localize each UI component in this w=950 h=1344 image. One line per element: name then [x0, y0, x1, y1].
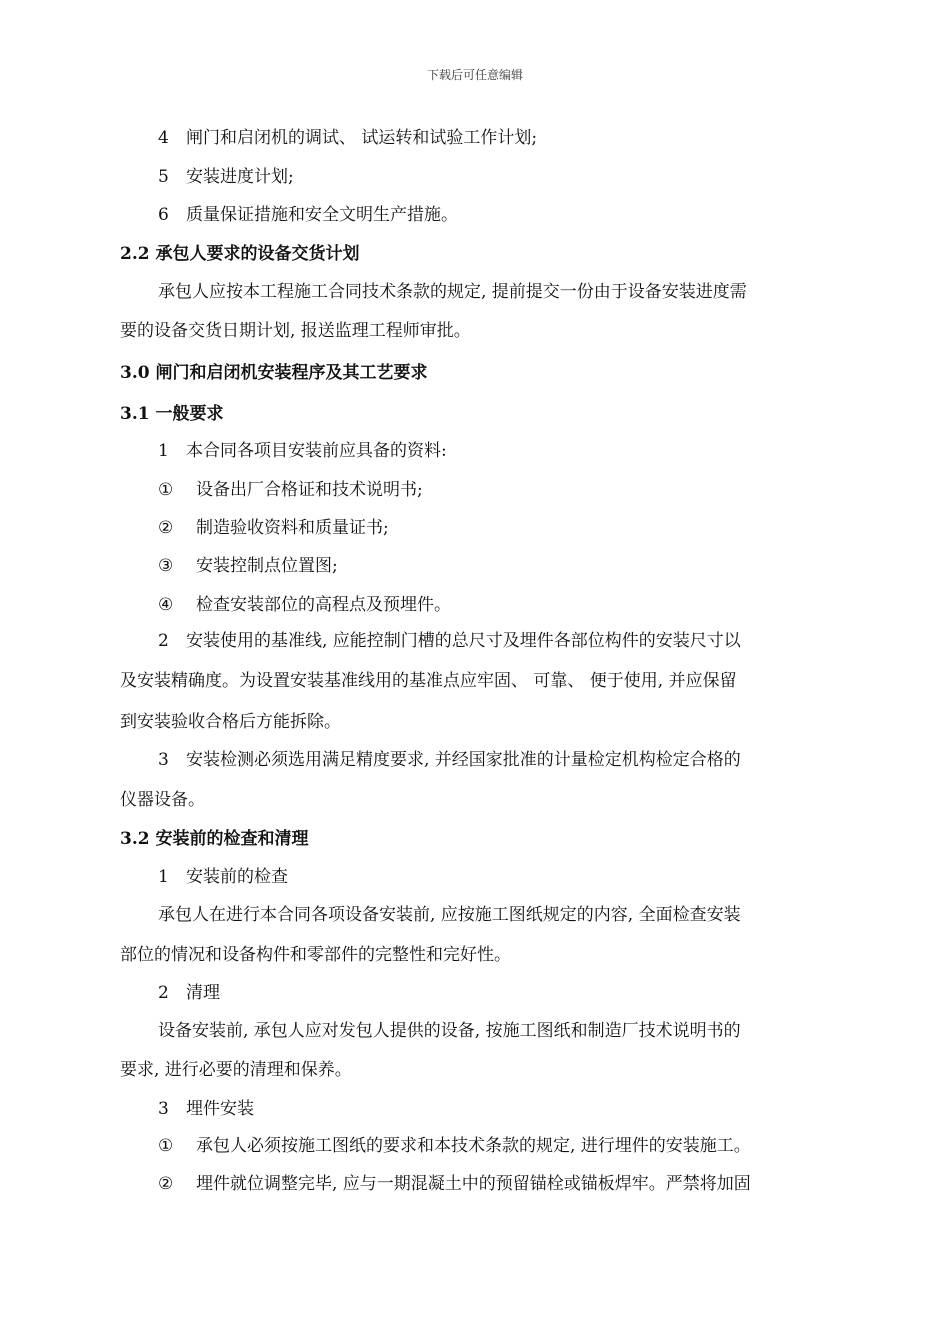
paragraph-line: 仪器设备。	[120, 790, 205, 810]
circled-number: ②	[158, 1174, 174, 1194]
circled-item-1	[158, 479, 423, 501]
section-heading-3-0: 3.0 闸门和启闭机安装程序及其工艺要求	[120, 363, 428, 383]
item-text: 闸门和启闭机的调试、 试运转和试验工作计划;	[186, 128, 538, 148]
circled-number: ②	[158, 518, 174, 538]
paragraph-line: 及安装精确度。为设置安装基准线用的基准点应牢固、 可靠、 便于使用, 并应保留	[120, 671, 737, 691]
circled-number: ①	[158, 480, 174, 500]
item-text: 制造验收资料和质量证书;	[196, 518, 389, 538]
circled-item-4	[158, 594, 451, 616]
list-item-2	[158, 982, 220, 1004]
paragraph-line: 部位的情况和设备构件和零部件的完整性和完好性。	[120, 945, 511, 965]
circled-number: ①	[158, 1136, 174, 1156]
paragraph-line: 到安装验收合格后方能拆除。	[120, 712, 341, 732]
circled-item-2	[158, 1173, 751, 1195]
circled-number: ④	[158, 595, 174, 615]
item-text: 清理	[186, 983, 220, 1003]
item-number: 1	[158, 867, 169, 887]
paragraph-line: 设备安装前, 承包人应对发包人提供的设备, 按施工图纸和制造厂技术说明书的	[158, 1021, 741, 1041]
list-item-3	[158, 749, 741, 771]
paragraph-line: 承包人应按本工程施工合同技术条款的规定, 提前提交一份由于设备安装进度需	[158, 282, 747, 302]
item-text: 安装使用的基准线, 应能控制门槽的总尺寸及埋件各部位构件的安装尺寸以	[186, 631, 741, 651]
item-number: 6	[158, 205, 169, 225]
item-text: 安装控制点位置图;	[196, 556, 338, 576]
item-number: 4	[158, 128, 169, 148]
circled-number: ③	[158, 556, 174, 576]
item-text: 埋件安装	[186, 1099, 254, 1119]
item-number: 3	[158, 750, 169, 770]
list-item-4	[158, 127, 537, 149]
list-item-6	[158, 204, 458, 226]
item-number: 2	[158, 983, 169, 1003]
item-text: 质量保证措施和安全文明生产措施。	[186, 205, 458, 225]
item-number: 3	[158, 1099, 169, 1119]
item-text: 安装前的检查	[186, 867, 288, 887]
section-heading-2-2: 2.2 承包人要求的设备交货计划	[120, 244, 360, 264]
item-text: 检查安装部位的高程点及预埋件。	[196, 595, 451, 615]
list-item-5	[158, 166, 294, 188]
item-number: 2	[158, 631, 169, 651]
list-item-1	[158, 440, 447, 462]
item-text: 安装进度计划;	[186, 167, 294, 187]
page-header-note: 下载后可任意编辑	[426, 68, 523, 82]
item-text: 设备出厂合格证和技术说明书;	[196, 480, 423, 500]
circled-item-1	[158, 1135, 751, 1157]
item-text: 埋件就位调整完毕, 应与一期混凝土中的预留锚栓或锚板焊牢。严禁将加固	[196, 1174, 751, 1194]
item-number: 5	[158, 167, 169, 187]
section-heading-3-1: 3.1 一般要求	[120, 404, 224, 424]
paragraph-line: 要求, 进行必要的清理和保养。	[120, 1060, 352, 1080]
paragraph-line: 承包人在进行本合同各项设备安装前, 应按施工图纸规定的内容, 全面检查安装	[158, 905, 741, 925]
item-text: 承包人必须按施工图纸的要求和本技术条款的规定, 进行埋件的安装施工。	[196, 1136, 751, 1156]
item-text: 安装检测必须选用满足精度要求, 并经国家批准的计量检定机构检定合格的	[186, 750, 741, 770]
paragraph-line: 要的设备交货日期计划, 报送监理工程师审批。	[120, 321, 471, 341]
item-number: 1	[158, 441, 169, 461]
circled-item-3	[158, 555, 338, 577]
section-heading-3-2: 3.2 安装前的检查和清理	[120, 829, 309, 849]
list-item-1	[158, 866, 288, 888]
list-item-3	[158, 1098, 254, 1120]
list-item-2	[158, 630, 741, 652]
circled-item-2	[158, 517, 389, 539]
item-text: 本合同各项目安装前应具备的资料:	[186, 441, 447, 461]
